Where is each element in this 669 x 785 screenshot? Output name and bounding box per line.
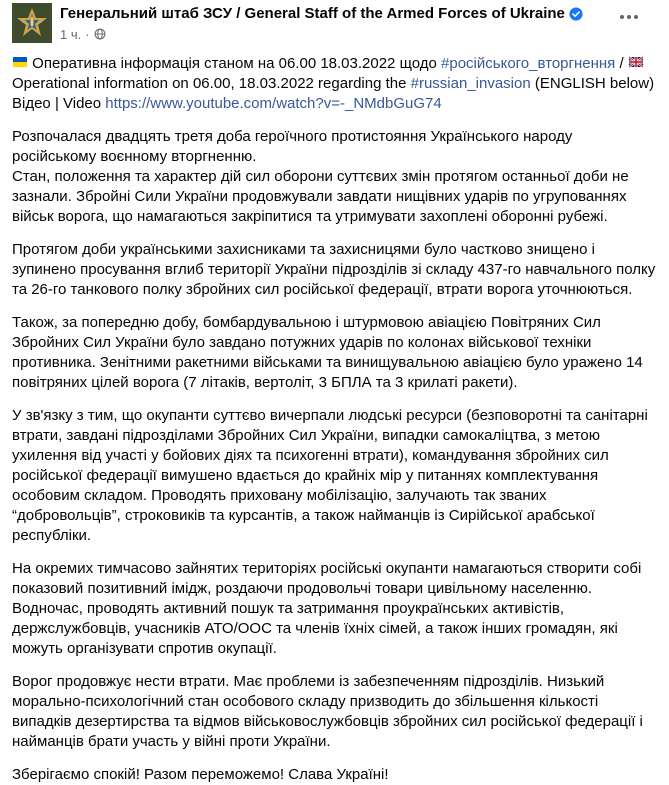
page-name-row [60,4,583,23]
intro-line-video [12,94,657,114]
paragraph-text: Зберігаємо спокій! Разом переможемо! Слава Україні! [12,766,389,783]
page-avatar[interactable] [12,3,52,43]
hashtag-russian-invasion-en[interactable]: #russian_invasion [410,75,531,92]
uk-flag-icon [628,54,644,70]
intro-text-en-suffix: (ENGLISH below) [530,75,655,92]
post-subline [60,26,583,42]
intro-text-ua: Оперативна інформація станом на 06.00 18.03.2022 щодо [32,55,442,72]
paragraph-7 [12,765,657,785]
paragraph-text: Розпочалася двадцять третя доба героїчного протистояння Українського народу російському воєнному вторгненню. [12,128,573,165]
paragraph-6 [12,672,657,752]
post-timestamp[interactable]: 1 ч. [60,26,82,42]
intro-text-en: Operational information on 06.00, 18.03.2022 regarding the [12,75,411,92]
paragraph-text: Протягом доби українськими захисниками та захисницями було частково знищено і зупинено просування вглиб території України підрозділів зі складу 437-го навчального полку та 26-го танкового полку збройних сил російської федерації, втрати ворога уточнюються. [12,241,656,298]
ukraine-flag-icon [12,54,28,70]
paragraph-text: Також, за попередню добу, бомбардувальною і штурмовою авіацією Повітряних Сил Збройних Сил України було завдано потужних ударів по колонах військової техніки противника. Зенітними ракетними військами та винищувальною авіацією було уражено 14 повітряних цілей ворога (7 літаків, вертоліт, 3 БПЛА та 3 крилаті ракети). [12,314,643,391]
youtube-video-link[interactable]: https://www.youtube.com/watch?v=-_NMdbGuG74 [105,95,442,112]
hashtag-russian-invasion-ua[interactable]: #російського_вторгнення [441,55,616,72]
paragraph-text: У зв'язку з тим, що окупанти суттєво вичерпали людські ресурси (безповоротні та санітарні втрати, завдані підрозділами Збройних Сил України, випадки самокаліцтва, з метою ухилення від участі у бойових діях та психогенні втрати), командування збройних сил російської федерації вимушено вдається до крайніх мір у питаннях комплектування особовим складом. Проводять приховану мобілізацію, залучають так званих “добровольців”, строковиків та курсантів, а також найманців із Сирійської арабської республіки. [12,407,648,544]
paragraph-4 [12,406,657,546]
paragraph-5 [12,559,657,659]
paragraph-text: Стан, положення та характер дій сил оборони суттєвих змін протягом останньої доби не зазнали. Збройні Сили України продовжували завдати нищівних ударів по угрупованнях військ ворога, що намагаються закріпитися та утримувати захоплені оборонні рубежі. [12,168,629,225]
paragraph-1 [12,127,657,227]
paragraph-text: На окремих тимчасово зайнятих територіях російські окупанти намагаються створити собі показовий позитивний імідж, роздаючи продовольчі товари цивільному населенню. [12,560,642,597]
more-options-icon [620,15,624,19]
paragraph-text: Ворог продовжує нести втрати. Має проблеми із забезпеченням підрозділів. Низький морально-психологічний стан особового складу призводить до збільшення кількості випадків дезертирства та відмов військовослужбовців збройних сил російської федерації і найманців брати участь у війні проти України. [12,673,643,750]
globe-icon[interactable] [94,28,106,40]
paragraph-3 [12,313,657,393]
more-options-icon [634,15,638,19]
paragraph-text: Водночас, проводять активний пошук та затримання проукраїнських активістів, держслужбовців, учасників АТО/ООС та членів їхніх сімей, а також інших громадян, які можуть організувати спротив окупації. [12,600,618,657]
post-header [12,0,657,48]
post-meta [60,4,583,42]
intro-line-en [12,74,657,94]
more-options-button[interactable] [611,2,647,32]
verified-badge-icon [569,7,583,21]
post-intro [12,54,657,114]
more-options-icon [627,15,631,19]
general-staff-emblem-icon [12,3,52,43]
paragraph-2 [12,240,657,300]
intro-line-ua [12,54,657,74]
page-name-link[interactable]: Генеральний штаб ЗСУ / General Staff of the Armed Forces of Ukraine [60,5,565,22]
video-label: Відео | Video [12,95,106,112]
intro-separator: / [615,55,628,72]
post-content [12,54,657,785]
separator-dot: · [85,26,90,42]
